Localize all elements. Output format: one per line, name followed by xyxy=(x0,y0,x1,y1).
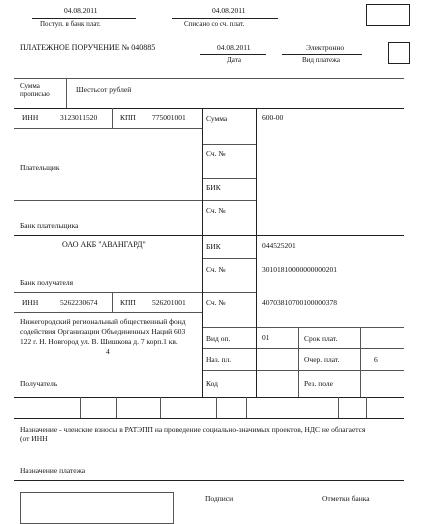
grid-v-codes-7 xyxy=(366,397,367,418)
grid-line-codes-bottom xyxy=(14,418,404,419)
recipient-bank-account: 30101810000000000201 xyxy=(262,265,337,274)
grid-v-payer-kpp xyxy=(112,108,113,128)
payment-type-label: Вид платежа xyxy=(302,56,341,64)
grid-line-recipient-inn-top xyxy=(14,292,202,293)
debited-date-line xyxy=(172,18,278,19)
payer-account-label: Сч. № xyxy=(206,149,226,158)
signatures-label: Подписи xyxy=(205,494,234,503)
amount-words-label: Сумма прописью xyxy=(20,82,50,99)
purpose-text-line-2: (от ИНН xyxy=(20,434,48,443)
purpose-code-label: Наз. пл. xyxy=(206,355,232,364)
status-box xyxy=(388,42,410,64)
code-label: Код xyxy=(206,379,218,388)
recipient-inn-label: ИНН xyxy=(22,298,39,307)
payment-type: Электронно xyxy=(306,43,345,52)
recipient-account-label: Сч. № xyxy=(206,298,226,307)
recipient-bik: 044525201 xyxy=(262,241,296,250)
recipient-inn: 5262230674 xyxy=(60,298,98,307)
title-text: ПЛАТЕЖНОЕ ПОРУЧЕНИЕ № xyxy=(20,43,130,52)
payment-type-line xyxy=(282,54,362,55)
purpose-label: Назначение платежа xyxy=(20,466,86,475)
payer-bank-label: Банк плательщика xyxy=(20,221,79,230)
grid-v-codes-4 xyxy=(216,397,217,418)
grid-v-codes-6 xyxy=(338,397,339,418)
payment-term-label: Срок плат. xyxy=(304,334,338,343)
op-type-label: Вид оп. xyxy=(206,334,231,343)
grid-line-op-code xyxy=(202,370,404,371)
recipient-kpp-label: КПП xyxy=(120,298,136,307)
document-date: 04.08.2011 xyxy=(217,43,251,52)
payer-inn-label: ИНН xyxy=(22,113,39,122)
reserve-field-label: Рез. поле xyxy=(304,379,333,388)
recipient-name-line-4: 4 xyxy=(106,347,110,356)
debited-label: Списано со сч. плат. xyxy=(184,20,245,28)
payment-order-label: Очер. плат. xyxy=(304,355,340,364)
form-code-box xyxy=(366,4,410,26)
sum-label: Сумма xyxy=(206,114,228,123)
received-date-line xyxy=(32,18,136,19)
debited-date: 04.08.2011 xyxy=(212,6,246,15)
recipient-bank-account-label: Сч. № xyxy=(206,265,226,274)
op-type-value: 01 xyxy=(262,333,270,342)
received-label: Поступ. в банк плат. xyxy=(40,20,101,28)
payer-bank-account-label: Сч. № xyxy=(206,206,226,215)
payer-inn: 3123011520 xyxy=(60,113,98,122)
purpose-bottom-line xyxy=(14,480,404,481)
grid-v-codes-5 xyxy=(246,397,247,418)
purpose-text-line-1: Назначение - членские взносы в РАТЭПП на проведение социально-значимых проектов, НДС не облагается xyxy=(20,425,366,434)
grid-v-recipient-kpp xyxy=(112,292,113,312)
grid-v-op-value xyxy=(360,327,361,397)
grid-line-op-mid xyxy=(202,348,404,349)
grid-line-recipient-inn-bottom xyxy=(14,312,202,313)
recipient-name-line-3: 122 г. Н. Новгород ул. В. Шишкова д. 7 корп.1 кв. xyxy=(20,337,178,346)
recipient-name-line-2: содействия Организации Объединенных Наций 603 xyxy=(20,327,186,336)
payer-name-label: Плательщик xyxy=(20,163,60,172)
grid-line-bik xyxy=(202,178,256,179)
grid-line-recipient-bik xyxy=(202,258,256,259)
grid-line-payer-top xyxy=(14,108,404,109)
payer-kpp-label: КПП xyxy=(120,113,136,122)
grid-v-codes-2 xyxy=(116,397,117,418)
payment-order-value: 6 xyxy=(374,355,378,364)
recipient-name-line-1: Нижегородский региональный общественный фонд xyxy=(20,317,186,326)
grid-line-recipient-bank-top xyxy=(14,235,404,236)
grid-v-codes-3 xyxy=(160,397,161,418)
grid-line-payer-bank xyxy=(14,200,202,201)
date-line xyxy=(200,54,266,55)
grid-v-main-right xyxy=(256,108,257,397)
stamp-box xyxy=(20,492,174,524)
grid-v-main-left xyxy=(202,108,203,397)
grid-line-inn-row xyxy=(14,128,202,129)
received-date: 04.08.2011 xyxy=(64,6,98,15)
document-number: 040885 xyxy=(131,43,156,52)
recipient-bik-label: БИК xyxy=(206,242,221,251)
payer-bik-label: БИК xyxy=(206,183,221,192)
bank-marks-label: Отметки банка xyxy=(322,494,370,503)
grid-line-bank-account xyxy=(202,200,256,201)
amount-words-top-line xyxy=(14,78,404,79)
grid-line-op-top xyxy=(202,327,404,328)
recipient-kpp: 526201001 xyxy=(152,298,186,307)
amount-words-divider xyxy=(66,78,67,108)
recipient-label: Получатель xyxy=(20,379,58,388)
grid-line-codes-top xyxy=(14,397,404,398)
amount-words-value: Шестьсот рублей xyxy=(76,85,132,94)
grid-line-recipient-account-top xyxy=(202,292,256,293)
sum-value: 600-00 xyxy=(262,113,284,122)
grid-v-codes-1 xyxy=(80,397,81,418)
grid-v-op-right xyxy=(298,327,299,397)
recipient-bank-label: Банк получателя xyxy=(20,278,74,287)
payer-kpp: 775001001 xyxy=(152,113,186,122)
document-title xyxy=(20,44,155,52)
date-label: Дата xyxy=(227,56,241,64)
recipient-account: 40703810700100000378 xyxy=(262,298,337,307)
grid-line-sum-account xyxy=(202,144,256,145)
recipient-bank-name: ОАО АКБ "АВАНГАРД" xyxy=(62,240,146,249)
